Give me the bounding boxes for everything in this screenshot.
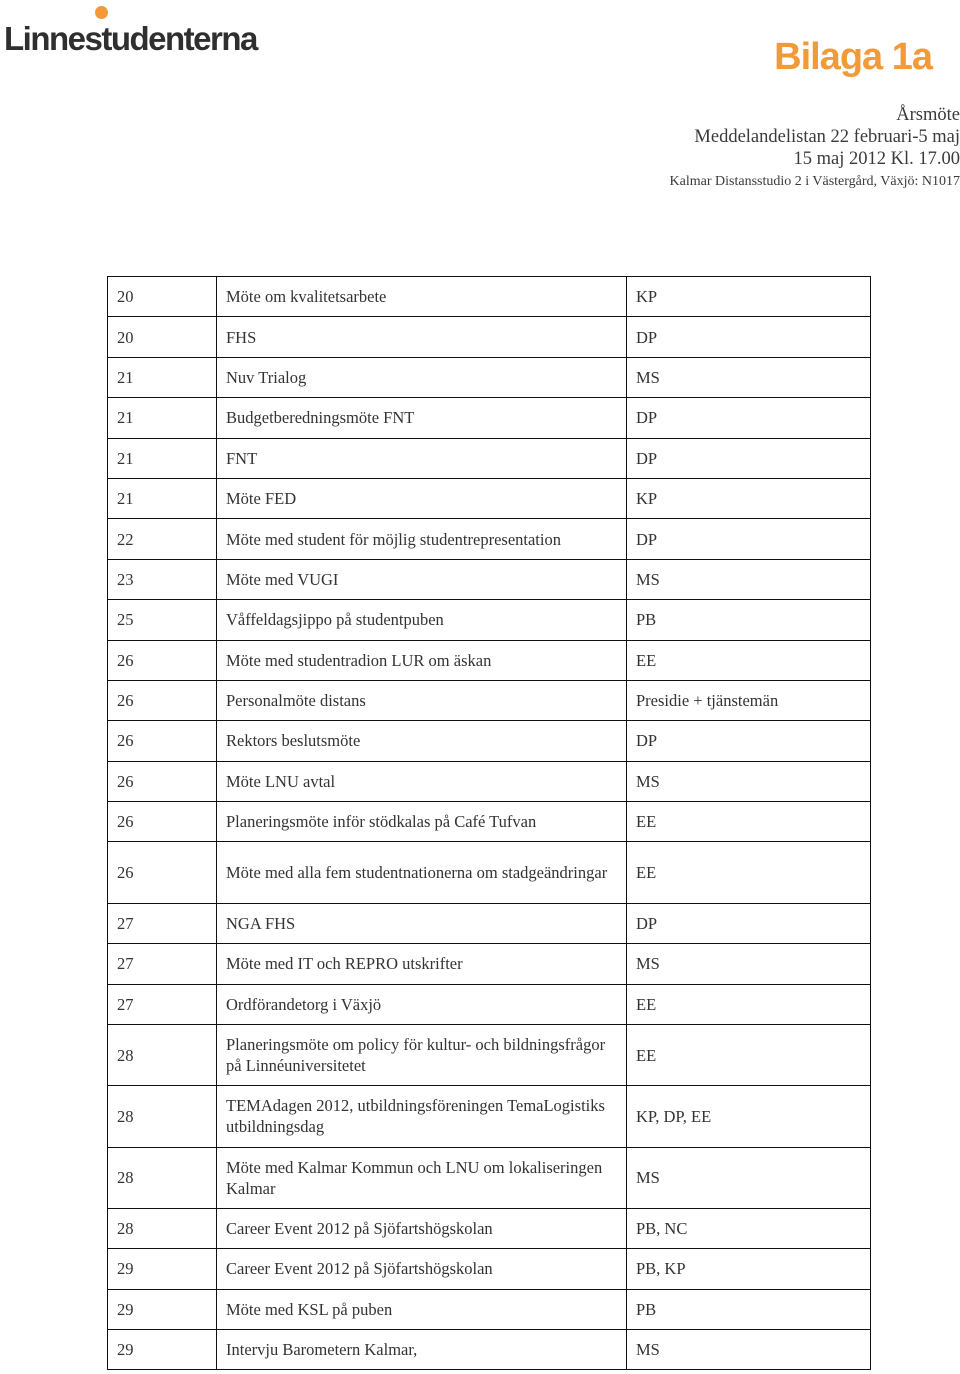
event-cell: Möte med studentradion LUR om äskan [217, 640, 627, 680]
table-row [108, 721, 871, 761]
day-cell: 23 [108, 559, 217, 599]
table-row [108, 1024, 871, 1085]
table-row [108, 519, 871, 559]
responsible-cell: PB [627, 600, 871, 640]
table-row [108, 398, 871, 438]
event-cell: Möte med IT och REPRO utskrifter [217, 944, 627, 984]
day-cell: 26 [108, 842, 217, 903]
meeting-title: Årsmöte [896, 105, 960, 125]
event-cell: Möte med student för möjlig studentrepresentation [217, 519, 627, 559]
event-cell: NGA FHS [217, 903, 627, 943]
responsible-cell: EE [627, 640, 871, 680]
event-cell: Möte FED [217, 478, 627, 518]
table-row [108, 903, 871, 943]
event-cell: TEMAdagen 2012, utbildningsföreningen TemaLogistiks utbildningsdag [217, 1086, 627, 1147]
event-cell: Personalmöte distans [217, 680, 627, 720]
event-cell: FNT [217, 438, 627, 478]
day-cell: 21 [108, 398, 217, 438]
responsible-cell: DP [627, 903, 871, 943]
responsible-cell: DP [627, 519, 871, 559]
day-cell: 21 [108, 438, 217, 478]
responsible-cell: PB, NC [627, 1208, 871, 1248]
day-cell: 29 [108, 1289, 217, 1329]
day-cell: 21 [108, 357, 217, 397]
table-row [108, 1289, 871, 1329]
logo-dot-icon [95, 6, 108, 19]
responsible-cell: MS [627, 944, 871, 984]
event-cell: Planeringsmöte inför stödkalas på Café Tufvan [217, 802, 627, 842]
meeting-date-time: 15 maj 2012 Kl. 17.00 [793, 149, 960, 169]
responsible-cell: EE [627, 984, 871, 1024]
table-row [108, 761, 871, 801]
event-cell: Möte om kvalitetsarbete [217, 277, 627, 317]
event-cell: Möte med alla fem studentnationerna om stadgeändringar [217, 842, 627, 903]
logo-wordmark: Linnestudenterna [4, 20, 257, 57]
table-row [108, 984, 871, 1024]
table-row [108, 1147, 871, 1208]
responsible-cell: Presidie + tjänstemän [627, 680, 871, 720]
meeting-location: Kalmar Distansstudio 2 i Västergård, Växjö: N1017 [669, 174, 960, 189]
table-row [108, 944, 871, 984]
day-cell: 29 [108, 1330, 217, 1370]
table-row [108, 600, 871, 640]
day-cell: 26 [108, 761, 217, 801]
responsible-cell: DP [627, 438, 871, 478]
event-cell: Ordförandetorg i Växjö [217, 984, 627, 1024]
table-row [108, 1330, 871, 1370]
day-cell: 28 [108, 1147, 217, 1208]
responsible-cell: KP [627, 277, 871, 317]
responsible-cell: EE [627, 802, 871, 842]
day-cell: 20 [108, 317, 217, 357]
table-row [108, 680, 871, 720]
responsible-cell: DP [627, 317, 871, 357]
day-cell: 27 [108, 984, 217, 1024]
day-cell: 20 [108, 277, 217, 317]
day-cell: 22 [108, 519, 217, 559]
document-meta [670, 104, 960, 194]
event-cell: Möte LNU avtal [217, 761, 627, 801]
schedule-body [108, 277, 871, 1370]
day-cell: 26 [108, 721, 217, 761]
day-cell: 25 [108, 600, 217, 640]
event-cell: Rektors beslutsmöte [217, 721, 627, 761]
day-cell: 28 [108, 1024, 217, 1085]
table-row [108, 317, 871, 357]
day-cell: 27 [108, 944, 217, 984]
responsible-cell: MS [627, 1147, 871, 1208]
event-cell: Career Event 2012 på Sjöfartshögskolan [217, 1208, 627, 1248]
table-row [108, 1249, 871, 1289]
schedule-table [107, 276, 871, 1370]
day-cell: 27 [108, 903, 217, 943]
responsible-cell: EE [627, 1024, 871, 1085]
day-cell: 21 [108, 478, 217, 518]
day-cell: 26 [108, 802, 217, 842]
event-cell: Budgetberedningsmöte FNT [217, 398, 627, 438]
event-cell: Intervju Barometern Kalmar, [217, 1330, 627, 1370]
table-row [108, 1086, 871, 1147]
event-cell: Möte med Kalmar Kommun och LNU om lokaliseringen Kalmar [217, 1147, 627, 1208]
table-row [108, 1208, 871, 1248]
event-cell: Möte med VUGI [217, 559, 627, 599]
responsible-cell: KP, DP, EE [627, 1086, 871, 1147]
responsible-cell: MS [627, 761, 871, 801]
table-row [108, 277, 871, 317]
day-cell: 28 [108, 1208, 217, 1248]
table-row [108, 438, 871, 478]
day-cell: 26 [108, 640, 217, 680]
table-row [108, 478, 871, 518]
event-cell: FHS [217, 317, 627, 357]
responsible-cell: MS [627, 357, 871, 397]
day-cell: 29 [108, 1249, 217, 1289]
table-row [108, 559, 871, 599]
responsible-cell: PB, KP [627, 1249, 871, 1289]
event-cell: Planeringsmöte om policy för kultur- och bildningsfrågor på Linnéuniversitetet [217, 1024, 627, 1085]
attachment-label: Bilaga 1a [774, 36, 932, 78]
table-row [108, 842, 871, 903]
responsible-cell: EE [627, 842, 871, 903]
event-cell: Möte med KSL på puben [217, 1289, 627, 1329]
responsible-cell: PB [627, 1289, 871, 1329]
day-cell: 26 [108, 680, 217, 720]
responsible-cell: DP [627, 398, 871, 438]
responsible-cell: MS [627, 559, 871, 599]
table-row [108, 640, 871, 680]
table-row [108, 802, 871, 842]
responsible-cell: KP [627, 478, 871, 518]
list-title: Meddelandelistan 22 februari-5 maj [694, 127, 960, 147]
event-cell: Career Event 2012 på Sjöfartshögskolan [217, 1249, 627, 1289]
event-cell: Nuv Trialog [217, 357, 627, 397]
responsible-cell: MS [627, 1330, 871, 1370]
table-row [108, 357, 871, 397]
event-cell: Våffeldagsjippo på studentpuben [217, 600, 627, 640]
day-cell: 28 [108, 1086, 217, 1147]
responsible-cell: DP [627, 721, 871, 761]
